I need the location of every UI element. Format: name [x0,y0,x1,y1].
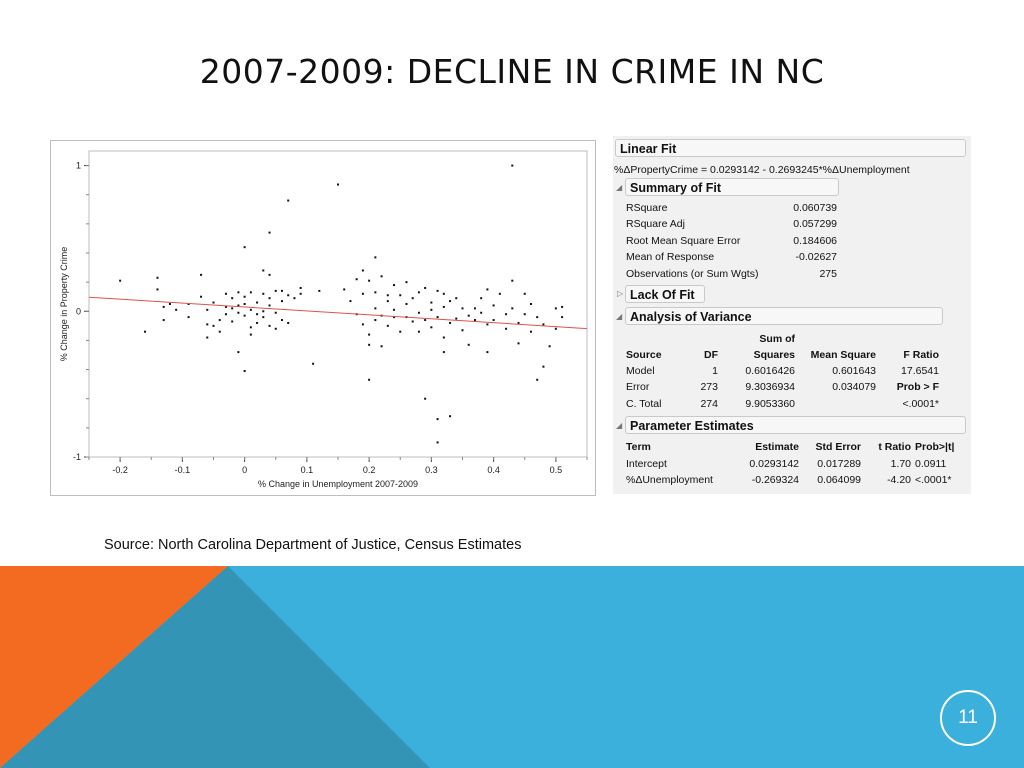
data-point [542,366,544,368]
summary-value: 0.057299 [793,218,837,231]
x-tick-label: -0.2 [112,465,128,475]
params-header: Std Error [815,441,861,453]
anova-header: Sum of [759,333,795,345]
summary-value: 275 [819,267,837,280]
data-point [555,328,557,330]
data-point [443,351,445,353]
params-cell: 1.70 [890,458,911,470]
x-tick-label: 0.2 [362,465,376,475]
data-point [163,306,165,308]
data-point [256,302,258,304]
data-point [462,307,464,309]
data-point [213,302,215,304]
anova-cell: 0.601643 [832,365,876,377]
data-point [368,379,370,381]
data-point [530,303,532,305]
data-point [511,165,513,167]
data-point [368,344,370,346]
collapse-triangle-icon[interactable]: ◢ [616,312,623,321]
params-header: Prob>|t| [915,441,955,453]
data-point [424,287,426,289]
data-point [237,312,239,314]
anova-cell: 1 [712,365,718,377]
data-point [449,322,451,324]
data-point [287,322,289,324]
data-point [200,274,202,276]
data-point [362,293,364,295]
data-point [244,303,246,305]
data-point [518,322,520,324]
data-point [443,306,445,308]
anova-header: Squares [753,349,795,361]
data-point [437,316,439,318]
expand-triangle-icon[interactable]: ▷ [617,289,624,298]
x-tick-label: 0 [242,465,248,475]
params-cell: 0.0911 [915,458,947,470]
data-point [250,309,252,311]
data-point [468,315,470,317]
data-point [542,323,544,325]
anova-header: DF [704,349,718,361]
data-point [293,297,295,299]
summary-value: 0.184606 [793,234,837,247]
data-point [443,337,445,339]
data-point [424,319,426,321]
data-point [430,326,432,328]
data-point [468,344,470,346]
summary-value: -0.02627 [795,251,837,264]
summary-label: Mean of Response [626,251,715,264]
data-point [269,232,271,234]
x-tick-label: 0.5 [549,465,563,475]
data-point [244,370,246,372]
data-point [474,307,476,309]
data-point [262,293,264,295]
data-point [499,293,501,295]
data-point [449,300,451,302]
y-tick-label: -1 [72,452,81,462]
data-point [511,307,513,309]
parameter-estimates-header[interactable]: Parameter Estimates [625,416,966,434]
data-point [362,269,364,271]
data-point [262,310,264,312]
params-cell: -4.20 [887,474,911,487]
anova-cell: <.0001* [902,397,939,410]
data-point [281,319,283,321]
data-point [561,316,563,318]
data-point [250,334,252,336]
data-point [219,331,221,333]
data-point [343,288,345,290]
data-point [437,441,439,443]
anova-header: F Ratio [903,349,939,361]
data-point [424,398,426,400]
params-header: Estimate [755,441,799,453]
data-point [462,329,464,331]
data-point [455,318,457,320]
summary-label: RSquare [626,202,668,214]
data-point [225,293,227,295]
data-point [430,309,432,311]
data-point [387,300,389,302]
data-point [381,275,383,277]
data-point [250,326,252,328]
data-point [269,274,271,276]
data-point [399,294,401,296]
data-point [213,325,215,327]
data-point [437,418,439,420]
data-point [349,300,351,302]
data-point [275,328,277,330]
params-cell: Intercept [626,458,667,470]
data-point [281,300,283,302]
data-point [256,313,258,315]
data-point [449,415,451,417]
x-tick-label: 0.4 [487,465,500,475]
data-point [188,316,190,318]
params-cell: %ΔUnemployment [626,474,713,487]
data-point [524,313,526,315]
scatter-plot-panel [50,140,596,496]
collapse-triangle-icon[interactable]: ◢ [616,183,623,192]
data-point [206,337,208,339]
summary-of-fit-header[interactable]: Summary of Fit [625,178,839,196]
y-axis-label: % Change in Property Crime [59,246,69,362]
data-point [256,322,258,324]
data-point [231,320,233,322]
anova-cell: 274 [700,397,718,410]
data-point [368,280,370,282]
data-point [474,319,476,321]
data-point [405,281,407,283]
data-point [399,331,401,333]
anova-cell: 0.6016426 [745,365,795,377]
data-point [300,293,302,295]
collapse-triangle-icon[interactable]: ◢ [616,421,623,430]
params-cell: -0.269324 [751,474,799,487]
x-tick-label: 0.3 [425,465,438,475]
data-point [175,309,177,311]
data-point [412,320,414,322]
data-point [368,334,370,336]
params-cell: 0.064099 [817,474,861,487]
summary-label: RSquare Adj [626,218,685,231]
analysis-of-variance-header[interactable]: Analysis of Variance [625,307,943,325]
data-point [244,296,246,298]
summary-label: Root Mean Square Error [626,234,741,247]
data-point [561,306,563,308]
page-number: 11 [940,690,996,746]
data-point [418,291,420,293]
anova-cell: Error [626,381,650,394]
data-point [231,297,233,299]
summary-value: 0.060739 [793,202,837,214]
data-point [374,256,376,258]
data-point [374,291,376,293]
data-point [493,304,495,306]
anova-cell: 17.6541 [901,365,939,377]
data-point [387,325,389,327]
data-point [312,363,314,365]
fit-equation: %ΔPropertyCrime = 0.0293142 - 0.2693245*%ΔUnemployment [614,164,910,176]
data-point [381,345,383,347]
data-point [200,296,202,298]
data-point [393,284,395,286]
data-point [387,294,389,296]
footer-decoration [0,566,1024,768]
anova-cell: 9.3036934 [745,381,795,394]
data-point [206,323,208,325]
plot-area [89,151,587,457]
data-point [287,294,289,296]
data-point [156,277,158,279]
data-point [337,184,339,186]
data-point [144,331,146,333]
data-point [275,290,277,292]
data-point [119,280,121,282]
data-point [250,291,252,293]
data-point [430,302,432,304]
regression-output-panel [613,136,971,494]
data-point [287,200,289,202]
data-point [169,303,171,305]
source-note: Source: North Carolina Department of Justice, Census Estimates [104,537,522,553]
data-point [163,319,165,321]
data-point [437,290,439,292]
data-point [231,307,233,309]
data-point [443,293,445,295]
lack-of-fit-header[interactable]: Lack Of Fit [625,285,705,303]
data-point [374,307,376,309]
data-point [269,304,271,306]
data-point [493,319,495,321]
data-point [486,288,488,290]
anova-cell: 0.034079 [832,381,876,394]
data-point [505,313,507,315]
x-tick-label: -0.1 [174,465,191,475]
data-point [262,316,264,318]
data-point [156,288,158,290]
params-header: t Ratio [878,441,911,453]
data-point [524,293,526,295]
data-point [269,325,271,327]
anova-cell: C. Total [626,397,662,410]
params-cell: <.0001* [915,474,952,487]
data-point [486,351,488,353]
anova-cell: 273 [700,381,718,394]
data-point [530,331,532,333]
data-point [244,246,246,248]
data-point [244,315,246,317]
data-point [275,312,277,314]
data-point [418,331,420,333]
data-point [480,297,482,299]
data-point [269,297,271,299]
y-tick-label: 1 [75,160,81,171]
slide-title: 2007-2009: DECLINE IN CRIME IN NC [199,52,825,91]
anova-cell: Prob > F [896,381,939,394]
summary-label: Observations (or Sum Wgts) [626,267,759,280]
data-point [536,379,538,381]
data-point [486,323,488,325]
data-point [362,323,364,325]
y-tick-label: 0 [75,306,81,317]
data-point [412,297,414,299]
data-point [225,313,227,315]
anova-header: Mean Square [810,349,876,361]
data-point [518,342,520,344]
data-point [455,297,457,299]
data-point [281,290,283,292]
x-axis-label: % Change in Unemployment 2007-2009 [257,479,419,489]
anova-cell: Model [626,365,655,377]
data-point [505,328,507,330]
data-point [549,345,551,347]
params-cell: 0.017289 [817,458,861,470]
anova-header: Source [626,349,662,361]
data-point [219,319,221,321]
params-header: Term [626,441,651,453]
anova-cell: 9.9053360 [745,397,795,410]
data-point [405,303,407,305]
data-point [480,312,482,314]
data-point [374,319,376,321]
data-point [356,278,358,280]
data-point [536,316,538,318]
data-point [262,269,264,271]
data-point [237,291,239,293]
data-point [418,312,420,314]
data-point [237,351,239,353]
data-point [393,309,395,311]
data-point [555,307,557,309]
data-point [300,287,302,289]
scatter-plot [51,141,595,495]
data-point [318,290,320,292]
params-cell: 0.0293142 [749,458,799,470]
data-point [511,280,513,282]
data-point [206,309,208,311]
x-tick-label: 0.1 [300,465,314,475]
linear-fit-header[interactable]: Linear Fit [615,139,966,157]
